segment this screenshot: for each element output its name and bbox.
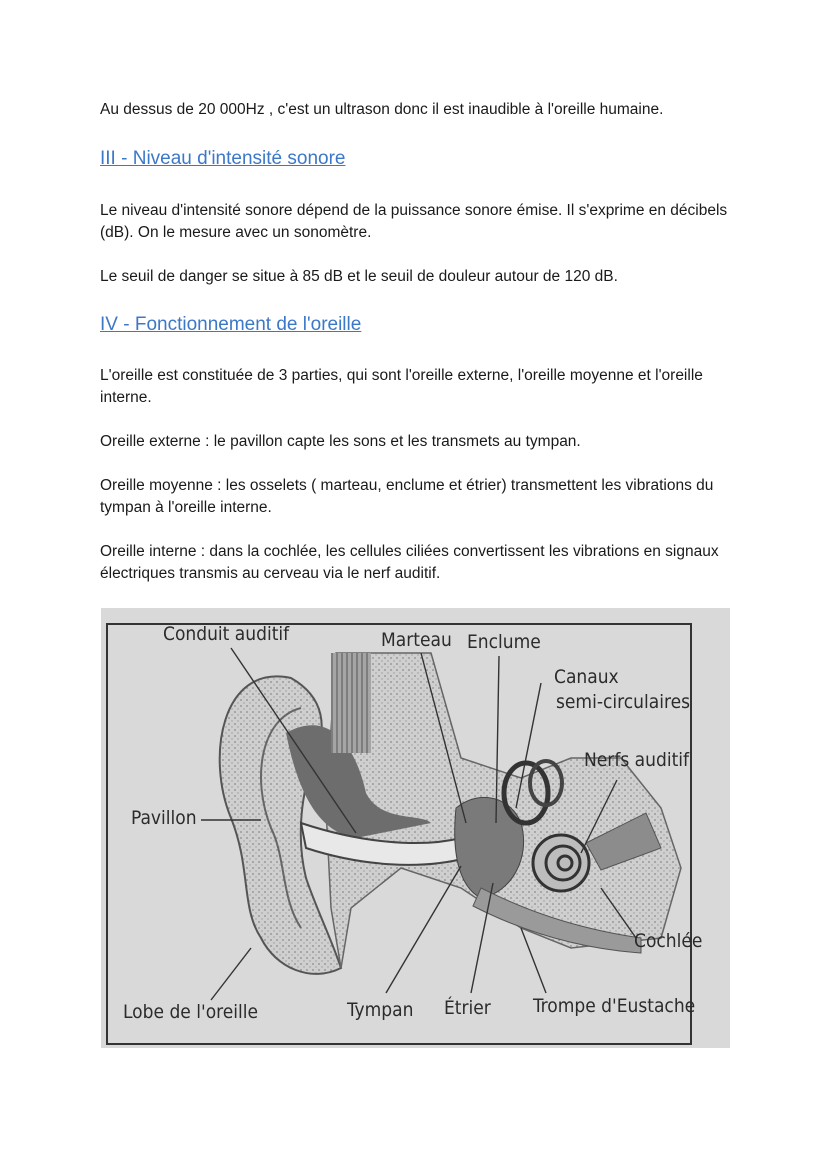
label-cochlee: Cochlée — [634, 930, 703, 952]
label-lobe: Lobe de l'oreille — [123, 1001, 259, 1023]
label-conduit-auditif: Conduit auditif — [163, 623, 290, 645]
label-tympan: Tympan — [347, 999, 414, 1021]
ear-diagram — [101, 608, 730, 1048]
label-enclume: Enclume — [467, 631, 541, 653]
label-pavillon: Pavillon — [131, 807, 197, 829]
section-4-paragraph-1: L'oreille est constituée de 3 parties, qui sont l'oreille externe, l'oreille moyenne et l'oreille interne. — [100, 367, 703, 406]
label-etrier: Étrier — [444, 997, 491, 1019]
temporal-bone — [331, 653, 371, 753]
section-4-paragraph-3: Oreille moyenne : les osselets ( marteau, enclume et étrier) transmettent les vibrations du tympan à l'oreille interne. — [100, 477, 714, 516]
section-3-heading: III - Niveau d'intensité sonore — [100, 148, 346, 169]
section-4-heading: IV - Fonctionnement de l'oreille — [100, 314, 362, 335]
intro-paragraph: Au dessus de 20 000Hz , c'est un ultrason donc il est inaudible à l'oreille humaine. — [100, 101, 664, 118]
section-3-paragraph-2: Le seuil de danger se situe à 85 dB et le seuil de douleur autour de 120 dB. — [100, 268, 618, 285]
label-semi-circulaires: semi-circulaires — [556, 691, 690, 713]
ear-diagram-svg — [101, 608, 730, 1048]
label-nerfs-auditif: Nerfs auditif — [584, 749, 690, 771]
section-4-paragraph-4: Oreille interne : dans la cochlée, les cellules ciliées convertissent les vibrations en signaux électriques transmis au cerveau via le nerf auditif. — [100, 543, 719, 582]
label-marteau: Marteau — [381, 629, 452, 651]
label-canaux: Canaux — [554, 666, 619, 688]
section-4-paragraph-2: Oreille externe : le pavillon capte les sons et les transmets au tympan. — [100, 433, 581, 450]
label-trompe: Trompe d'Eustache — [533, 995, 696, 1017]
section-3-paragraph-1: Le niveau d'intensité sonore dépend de la puissance sonore émise. Il s'exprime en décibels (dB). On le mesure avec un sonomètre. — [100, 202, 728, 241]
